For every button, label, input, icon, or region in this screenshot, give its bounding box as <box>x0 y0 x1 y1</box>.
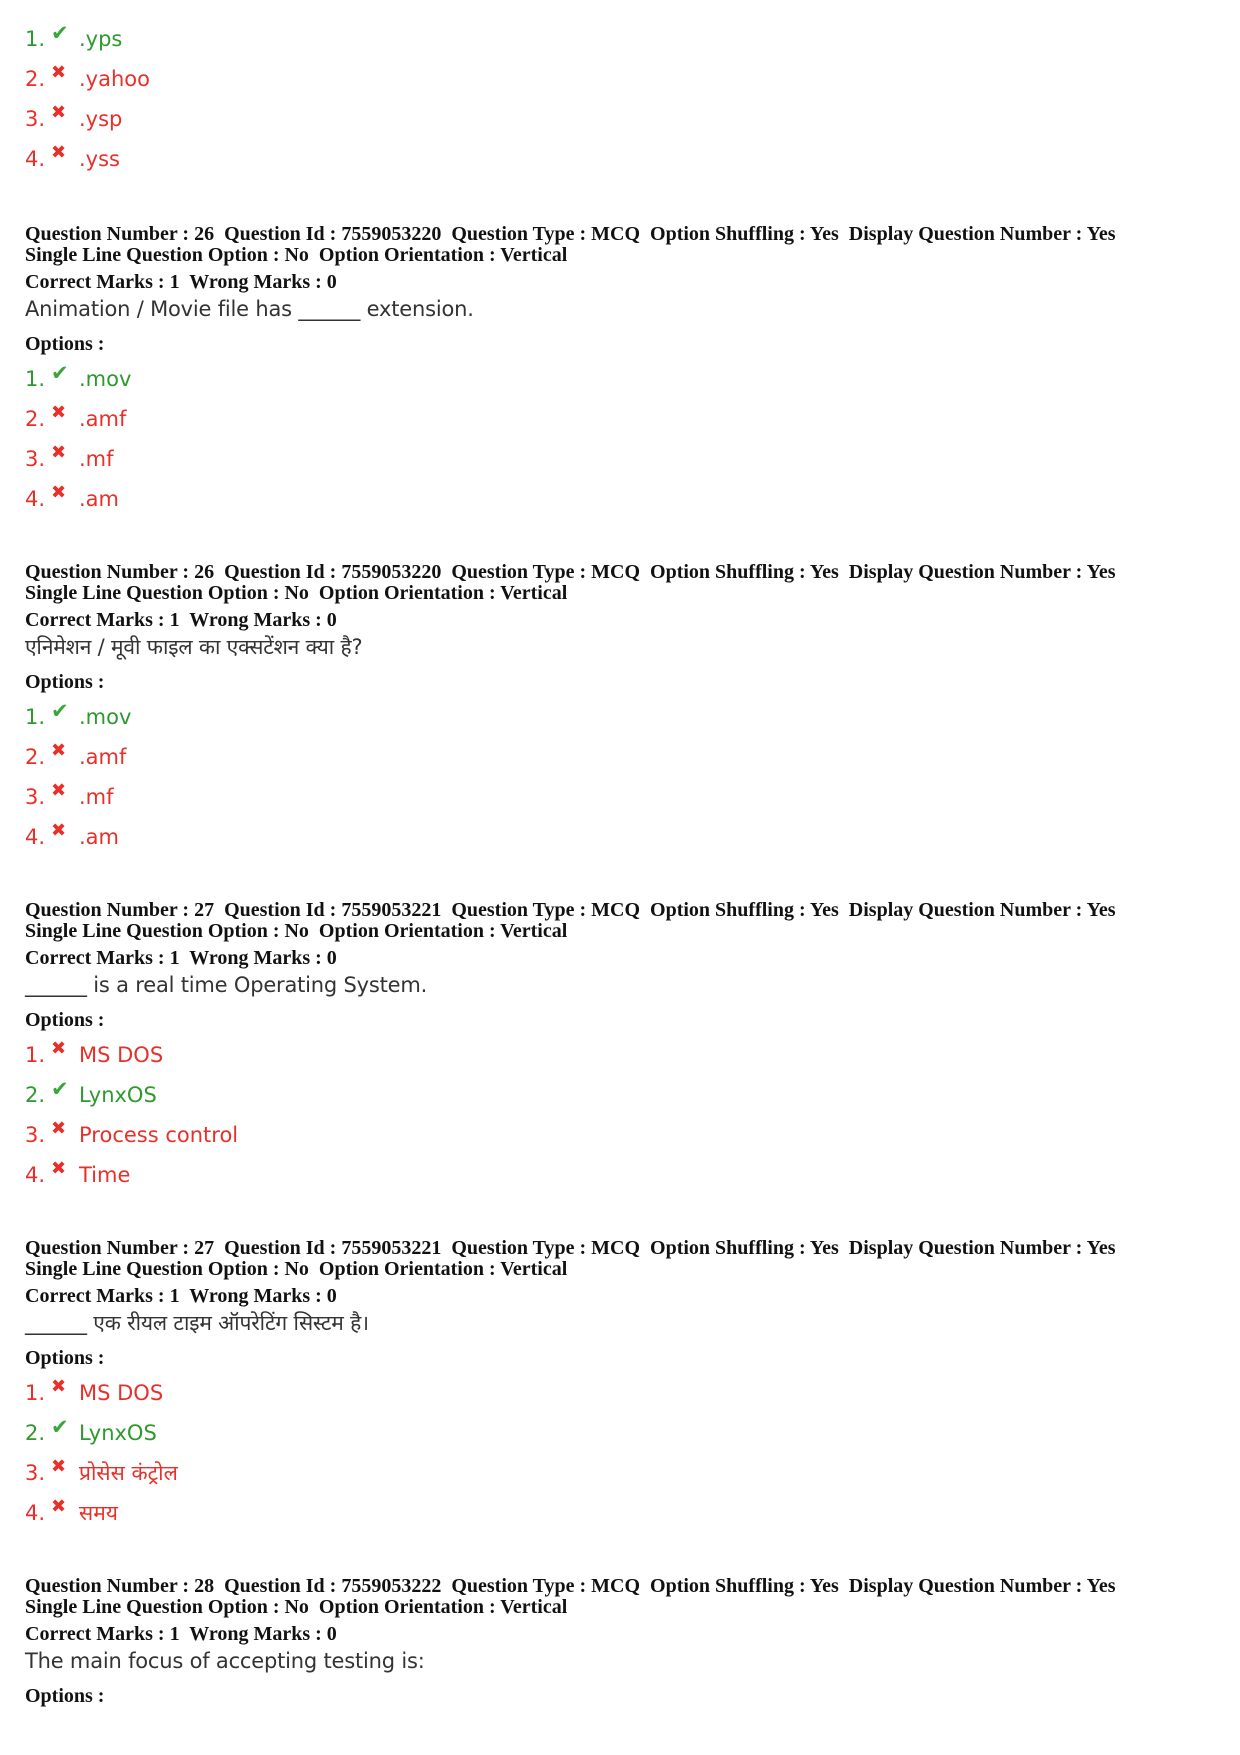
option-item <box>25 361 1215 404</box>
option-item <box>25 1378 1215 1418</box>
question-meta-orientation: Single Line Question Option : No Option Orientation : Vertical <box>25 244 568 266</box>
option-text: प्रोसेस कंट्रोल <box>79 1461 178 1485</box>
option-number: 2. <box>25 67 46 91</box>
question-marks: Correct Marks : 1 Wrong Marks : 0 <box>25 947 337 969</box>
option-number: 3. <box>25 447 46 471</box>
question-marks: Correct Marks : 1 Wrong Marks : 0 <box>25 609 337 631</box>
option-number: 4. <box>25 1501 46 1525</box>
question-marks: Correct Marks : 1 Wrong Marks : 0 <box>25 1285 337 1307</box>
option-item <box>25 822 1215 862</box>
question-meta: Question Number : 28 Question Id : 7559053222 Question Type : MCQ Option Shuffling : Yes Display Question Number : Yes <box>25 1575 1116 1597</box>
option-item <box>25 484 1215 524</box>
question-marks: Correct Marks : 1 Wrong Marks : 0 <box>25 271 337 293</box>
question-meta: Question Number : 27 Question Id : 7559053221 Question Type : MCQ Option Shuffling : Yes Display Question Number : Yes <box>25 1237 1116 1259</box>
option-text: .yss <box>79 147 120 171</box>
option-number: 4. <box>25 147 46 171</box>
option-item <box>25 1458 1215 1498</box>
cross-icon: ✖ <box>51 102 67 123</box>
option-item <box>25 104 1215 144</box>
cross-icon: ✖ <box>51 62 67 83</box>
option-text: LynxOS <box>79 1421 157 1445</box>
option-number: 3. <box>25 107 46 131</box>
option-number: 4. <box>25 825 46 849</box>
option-text: .am <box>79 825 120 849</box>
question-marks: Correct Marks : 1 Wrong Marks : 0 <box>25 1623 337 1645</box>
option-item <box>25 1160 1215 1200</box>
option-number: 1. <box>25 27 46 51</box>
cross-icon: ✖ <box>51 1118 67 1139</box>
option-number: 2. <box>25 1421 46 1445</box>
option-text: .amf <box>79 407 127 431</box>
option-text: .mov <box>79 367 132 391</box>
options-label: Options : <box>25 671 105 693</box>
cross-icon: ✖ <box>51 1456 67 1477</box>
option-text: MS DOS <box>79 1043 164 1067</box>
cross-icon: ✖ <box>51 1496 67 1517</box>
option-number: 3. <box>25 785 46 809</box>
question-block <box>25 1238 1215 1538</box>
option-item <box>25 1498 1215 1538</box>
option-number: 1. <box>25 367 46 391</box>
question-text: Animation / Movie file has ______ extension. <box>25 297 474 321</box>
option-item <box>25 1415 1215 1458</box>
option-number: 3. <box>25 1123 46 1147</box>
cross-icon: ✖ <box>51 442 67 463</box>
cross-icon: ✖ <box>51 780 67 801</box>
question-meta-orientation: Single Line Question Option : No Option Orientation : Vertical <box>25 582 568 604</box>
options-label: Options : <box>25 1685 105 1707</box>
option-item <box>25 1040 1215 1080</box>
question-meta-orientation: Single Line Question Option : No Option Orientation : Vertical <box>25 1258 568 1280</box>
question-meta: Question Number : 26 Question Id : 7559053220 Question Type : MCQ Option Shuffling : Yes Display Question Number : Yes <box>25 223 1116 245</box>
option-item <box>25 144 1215 184</box>
option-item <box>25 1120 1215 1160</box>
option-item <box>25 699 1215 742</box>
option-text: MS DOS <box>79 1381 164 1405</box>
question-text: ______ एक रीयल टाइम ऑपरेटिंग सिस्टम है। <box>25 1311 369 1335</box>
option-text: .mf <box>79 447 114 471</box>
option-item <box>25 404 1215 444</box>
option-number: 1. <box>25 1381 46 1405</box>
question-text: The main focus of accepting testing is: <box>25 1649 425 1673</box>
options-label: Options : <box>25 1347 105 1369</box>
option-number: 2. <box>25 745 46 769</box>
option-number: 2. <box>25 407 46 431</box>
check-icon: ✔ <box>51 1415 69 1439</box>
question-meta: Question Number : 27 Question Id : 7559053221 Question Type : MCQ Option Shuffling : Yes Display Question Number : Yes <box>25 899 1116 921</box>
option-item <box>25 64 1215 104</box>
cross-icon: ✖ <box>51 402 67 423</box>
option-item <box>25 21 1215 64</box>
cross-icon: ✖ <box>51 1158 67 1179</box>
check-icon: ✔ <box>51 1077 69 1101</box>
check-icon: ✔ <box>51 699 69 723</box>
question-block <box>25 900 1215 1200</box>
option-text: .ysp <box>79 107 123 131</box>
cross-icon: ✖ <box>51 1376 67 1397</box>
option-list <box>25 699 1215 862</box>
cross-icon: ✖ <box>51 740 67 761</box>
option-text: समय <box>79 1501 118 1525</box>
options-label: Options : <box>25 333 105 355</box>
option-number: 1. <box>25 705 46 729</box>
cross-icon: ✖ <box>51 142 67 163</box>
option-number: 4. <box>25 1163 46 1187</box>
option-number: 2. <box>25 1083 46 1107</box>
option-item <box>25 444 1215 484</box>
cross-icon: ✖ <box>51 1038 67 1059</box>
option-item <box>25 1077 1215 1120</box>
option-text: .yps <box>79 27 123 51</box>
option-item <box>25 742 1215 782</box>
option-list <box>25 1378 1215 1538</box>
option-text: .am <box>79 487 120 511</box>
option-number: 4. <box>25 487 46 511</box>
option-item <box>25 782 1215 822</box>
cross-icon: ✖ <box>51 820 67 841</box>
check-icon: ✔ <box>51 21 69 45</box>
options-label: Options : <box>25 1009 105 1031</box>
intro-option-list <box>25 21 1215 184</box>
question-block <box>25 562 1215 862</box>
option-text: .amf <box>79 745 127 769</box>
option-text: LynxOS <box>79 1083 157 1107</box>
option-text: .yahoo <box>79 67 150 91</box>
cross-icon: ✖ <box>51 482 67 503</box>
question-meta-orientation: Single Line Question Option : No Option Orientation : Vertical <box>25 1596 568 1618</box>
option-text: .mov <box>79 705 132 729</box>
check-icon: ✔ <box>51 361 69 385</box>
question-paper <box>25 21 1215 1716</box>
option-list <box>25 1040 1215 1200</box>
question-text: ______ is a real time Operating System. <box>25 973 428 997</box>
option-text: Time <box>79 1163 131 1187</box>
question-meta: Question Number : 26 Question Id : 7559053220 Question Type : MCQ Option Shuffling : Yes Display Question Number : Yes <box>25 561 1116 583</box>
option-text: .mf <box>79 785 114 809</box>
question-meta-orientation: Single Line Question Option : No Option Orientation : Vertical <box>25 920 568 942</box>
option-number: 3. <box>25 1461 46 1485</box>
option-text: Process control <box>79 1123 239 1147</box>
question-block <box>25 224 1215 524</box>
option-list <box>25 361 1215 524</box>
option-number: 1. <box>25 1043 46 1067</box>
question-block <box>25 1576 1215 1716</box>
question-text: एनिमेशन / मूवी फाइल का एक्सटेंशन क्या है? <box>25 635 363 659</box>
